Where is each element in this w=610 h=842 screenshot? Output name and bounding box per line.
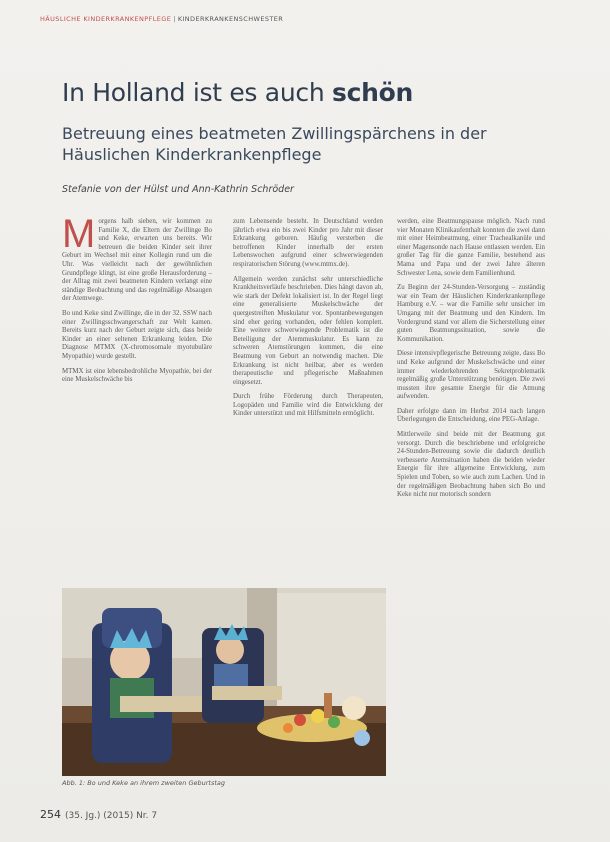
paragraph (62, 218, 212, 304)
paragraph: MTMX ist eine lebensbedrohliche Myopathie, bei der eine Muskelschwäche bis (62, 367, 212, 384)
text-column-3 (397, 218, 545, 808)
paragraph: Durch frühe Förderung durch Therapeuten, Logopäden und Familie wird die Entwicklung der Kinder unterstützt und mit Hilfsmitteln ermöglicht. (233, 393, 383, 418)
article-title-emphasis: schön (332, 78, 413, 107)
photo-illustration (62, 588, 386, 776)
text-column-2 (233, 218, 383, 582)
paragraph: zum Lebensende besteht. In Deutschland werden jährlich etwa ein bis zwei Kinder pro Jahr mit dieser Erkrankung geboren. Häufig versterben die betroffenen Kinder innerhalb der ersten Lebenswochen aufgrund einer schwerwiegenden respiratorischen Störung (www.mtmx.de). (233, 218, 383, 268)
paragraph: werden, eine Beatmungspause möglich. Nach rund vier Monaten Klinikaufenthalt konnten die zwei dann mit einer Heimbeatmung, einer Trachealkanüle und einer Magensonde nach Hause entlassen werden. Ein großer Tag für die ganze Familie, bestehend aus Mama und Papa und der zwei Jahre älteren Schwester Lena, sowie dem Familienhund. (397, 218, 545, 277)
article-photo (62, 588, 386, 776)
issue-info: (35. Jg.) (2015) Nr. 7 (65, 811, 158, 821)
photo-caption: Abb. 1: Bo und Keke an ihrem zweiten Geburtstag (62, 779, 225, 787)
article-title (62, 78, 413, 107)
section-label: HÄUSLICHE KINDERKRANKENPFLEGE (40, 15, 172, 23)
paragraph: Daher erfolgte dann im Herbst 2014 nach langen Überlegungen die Entscheidung, eine PEG-Anlage. (397, 407, 545, 424)
article-subtitle: Betreuung eines beatmeten Zwillingspärchens in der Häuslichen Kinderkrankenpflege (62, 124, 487, 164)
running-head (40, 15, 283, 23)
page-number: 254 (40, 808, 61, 821)
paragraph: Diese intensivpflegerische Betreuung zeigte, dass Bo und Keke aufgrund der Muskelschwäche und einer immer wiederkehrenden Sekretproblematik regelmäßig große Unterstützung benötigen. Die zwei mussten ihre gesamte Energie für die Atmung aufwenden. (397, 350, 545, 401)
subsection-label: KINDERKRANKENSCHWESTER (177, 15, 284, 23)
section-separator: | (173, 15, 176, 23)
paragraph: Bo und Keke sind Zwillinge, die in der 32. SSW nach einer Zwillingsschwangerschaft zur Welt kamen. Bereits kurz nach der Geburt zeigte sich, dass beide Kinder an einer seltenen Erkrankung leiden. Die Diagnose MTMX (X-chromosomale myotubuläre Myopathie) wurde gestellt. (62, 309, 212, 360)
article-title-main: In Holland ist es auch (62, 78, 333, 107)
drop-cap: M (62, 218, 96, 256)
paragraph: Allgemein werden zunächst sehr unterschiedliche Krankheitsverläufe beschrieben. Dies hängt davon ab, wie stark der Defekt lokalisiert ist. In der Regel liegt eine generalisierte Muskelschwäche der quergestreiften Muskulatur vor. Spontanbewegungen sind eher gering vorhanden, oder fehlen komplett. Eine weitere schwerwiegende Problematik ist die Beteiligung der Atemmuskulatur. Es kann zu schweren Atemstörungen kommen, die eine Beatmung von Geburt an notwendig machen. Die Erkrankung ist nicht heilbar, aber es werden therapeutische und pflegerische Maßnahmen eingesetzt. (233, 275, 383, 386)
paragraph: Mittlerweile sind beide mit der Beatmung gut versorgt. Durch die beschriebene und erfolgreiche 24-Stunden-Betreuung sowie die dadurch deutlich verbesserte Atemsituation haben die beiden wieder Energie für ihre allgemeine Entwicklung, zum Spielen und Toben, so wie auch zum Lachen. Und in der regelmäßigen Beobachtung haben sich Bo und Keke nicht nur motorisch sondern (397, 431, 545, 499)
article-authors: Stefanie von der Hülst und Ann-Kathrin Schröder (62, 184, 294, 195)
page-footer (40, 808, 157, 821)
paragraph: Zu Beginn der 24-Stunden-Versorgung – zuständig war ein Team der Häuslichen Kinderkrankenpflege Hamburg e.V. – war die Familie sehr unsicher im Umgang mit der Beatmung und den Kindern. Im Vordergrund stand vor allem die Sicherstellung einer guten Beatmungssituation, sowie die Kommunikation. (397, 284, 545, 343)
paragraph-text: orgens halb sieben, wir kommen zu Familie X, die Eltern der Zwillinge Bo und Keke, erwarten uns bereits. Wir betreuen die beiden Kinder seit ihrer Geburt im Wechsel mit einer Kollegin rund um die Uhr. Was vielleicht nach der gewöhnlichen Grundpflege klingt, ist eine große Herausforderung – der Alltag mit zwei beatmeten Kindern verlangt eine ständige Beobachtung und das regelmäßige Absaugen der Atemwege. (62, 218, 212, 303)
text-column-1 (62, 218, 212, 582)
